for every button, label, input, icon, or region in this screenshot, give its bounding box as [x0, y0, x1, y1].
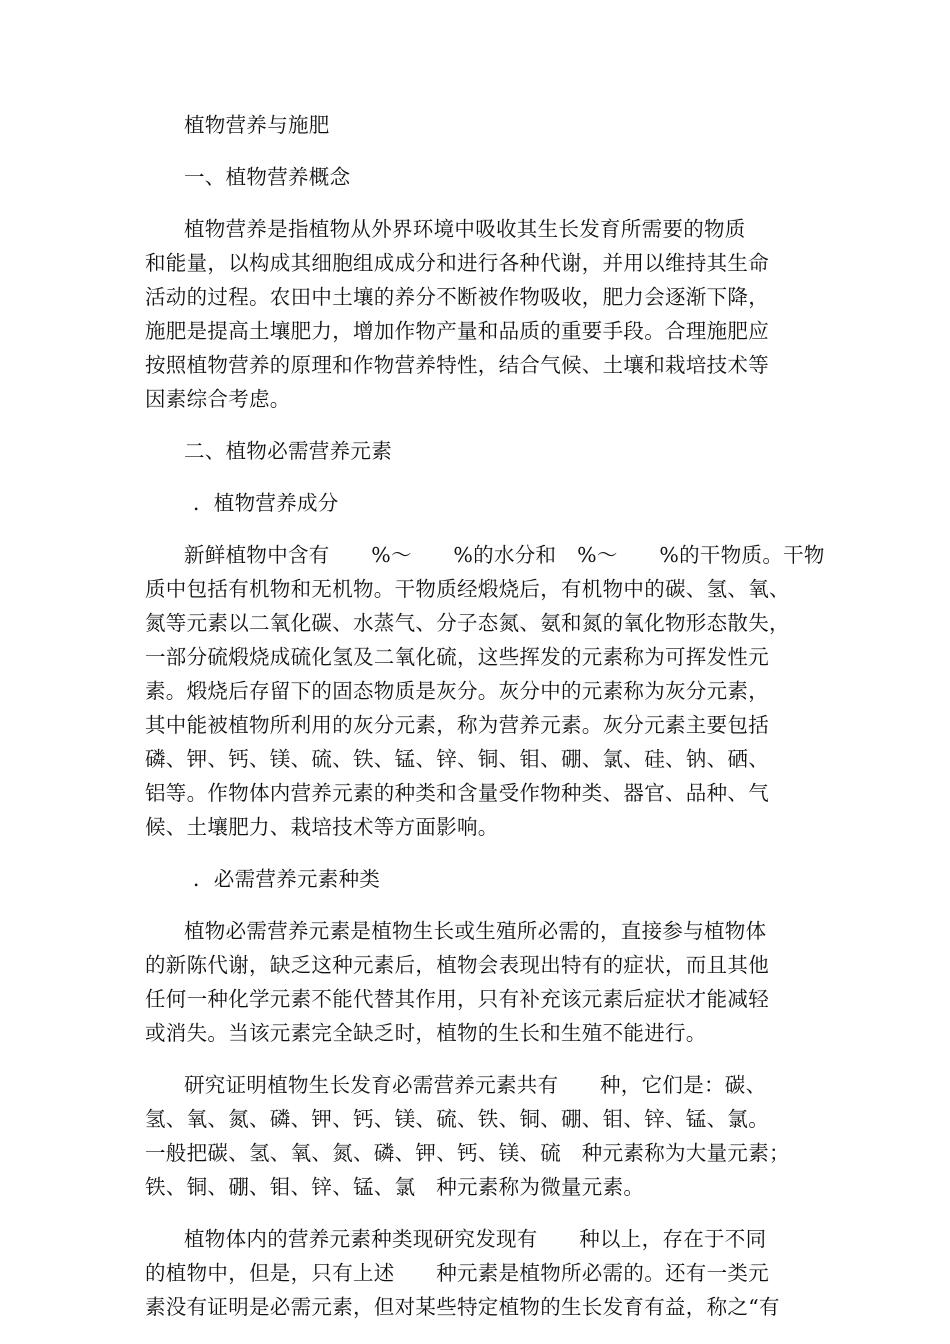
paragraph-line: 活动的过程。农田中土壤的养分不断被作物吸收，肥力会逐渐下降， — [145, 285, 769, 309]
paragraph-line: 一般把碳、氢、氧、氮、磷、钾、钙、镁、硫 种元素称为大量元素； — [145, 1141, 790, 1165]
paragraph-line: 按照植物营养的原理和作物营养特性，结合气候、土壤和栽培技术等 — [145, 353, 769, 377]
paragraph-essential-element-list — [145, 1068, 808, 1204]
paragraph-nutrient-composition — [145, 538, 825, 844]
paragraph-line: 候、土壤肥力、栽培技术等方面影响。 — [145, 815, 499, 839]
paragraph-line: 新鲜植物中含有 %～ %的水分和 %～ %的干物质。干物 — [184, 543, 825, 567]
paragraph-line: 其中能被植物所利用的灰分元素，称为营养元素。灰分元素主要包括 — [145, 713, 769, 737]
paragraph-line: 的植物中，但是，只有上述 种元素是植物所必需的。还有一类元 — [145, 1261, 769, 1285]
paragraph-line: 植物体内的营养元素种类现研究发现有 种以上，存在于不同 — [184, 1227, 767, 1251]
subsection-heading-essential-elements: ．必需营养元素种类 — [193, 867, 381, 891]
paragraph-line: 素没有证明是必需元素，但对某些特定植物的生长发育有益，称之“有 — [145, 1295, 780, 1319]
paragraph-beneficial-elements — [145, 1222, 808, 1324]
paragraph-line: 或消失。当该元素完全缺乏时，植物的生长和生殖不能进行。 — [145, 1021, 707, 1045]
paragraph-line: 任何一种化学元素不能代替其作用，只有补充该元素后症状才能减轻 — [145, 987, 769, 1011]
section-heading-1: 一、植物营养概念 — [184, 165, 351, 189]
paragraph-plant-nutrition-concept — [145, 212, 808, 416]
paragraph-line: 质中包括有机物和无机物。干物质经煅烧后，有机物中的碳、氢、氧、 — [145, 577, 790, 601]
paragraph-line: 研究证明植物生长发育必需营养元素共有 种，它们是：碳、 — [184, 1073, 767, 1097]
paragraph-line: 素。煅烧后存留下的固态物质是灰分。灰分中的元素称为灰分元素， — [145, 679, 769, 703]
paragraph-line: 磷、钾、钙、镁、硫、铁、锰、锌、铜、钼、硼、氯、硅、钠、硒、 — [145, 747, 769, 771]
paragraph-line: 氮等元素以二氧化碳、水蒸气、分子态氮、氨和氮的氧化物形态散失， — [145, 611, 790, 635]
paragraph-line: 铁、铜、硼、钼、锌、锰、氯 种元素称为微量元素。 — [145, 1175, 645, 1199]
paragraph-line: 植物必需营养元素是植物生长或生殖所必需的，直接参与植物体 — [184, 919, 767, 943]
paragraph-line: 一部分硫煅烧成硫化氢及二氧化硫，这些挥发的元素称为可挥发性元 — [145, 645, 769, 669]
paragraph-essential-element-definition — [145, 914, 808, 1050]
paragraph-line: 和能量，以构成其细胞组成成分和进行各种代谢，并用以维持其生命 — [145, 251, 769, 275]
paragraph-line: 植物营养是指植物从外界环境中吸收其生长发育所需要的物质 — [184, 217, 746, 241]
paragraph-line: 铝等。作物体内营养元素的种类和含量受作物种类、器官、品种、气 — [145, 781, 769, 805]
paragraph-line: 施肥是提高土壤肥力，增加作物产量和品质的重要手段。合理施肥应 — [145, 319, 769, 343]
paragraph-line: 氢、氧、氮、磷、钾、钙、镁、硫、铁、铜、硼、钼、锌、锰、氯。 — [145, 1107, 769, 1131]
paragraph-line: 因素综合考虑。 — [145, 387, 291, 411]
subsection-heading-nutrient-composition: ．植物营养成分 — [193, 491, 339, 515]
paragraph-line: 的新陈代谢，缺乏这种元素后，植物会表现出特有的症状，而且其他 — [145, 953, 769, 977]
document-title: 植物营养与施肥 — [184, 113, 330, 137]
section-heading-2: 二、植物必需营养元素 — [184, 439, 392, 463]
document-body — [145, 108, 825, 1324]
